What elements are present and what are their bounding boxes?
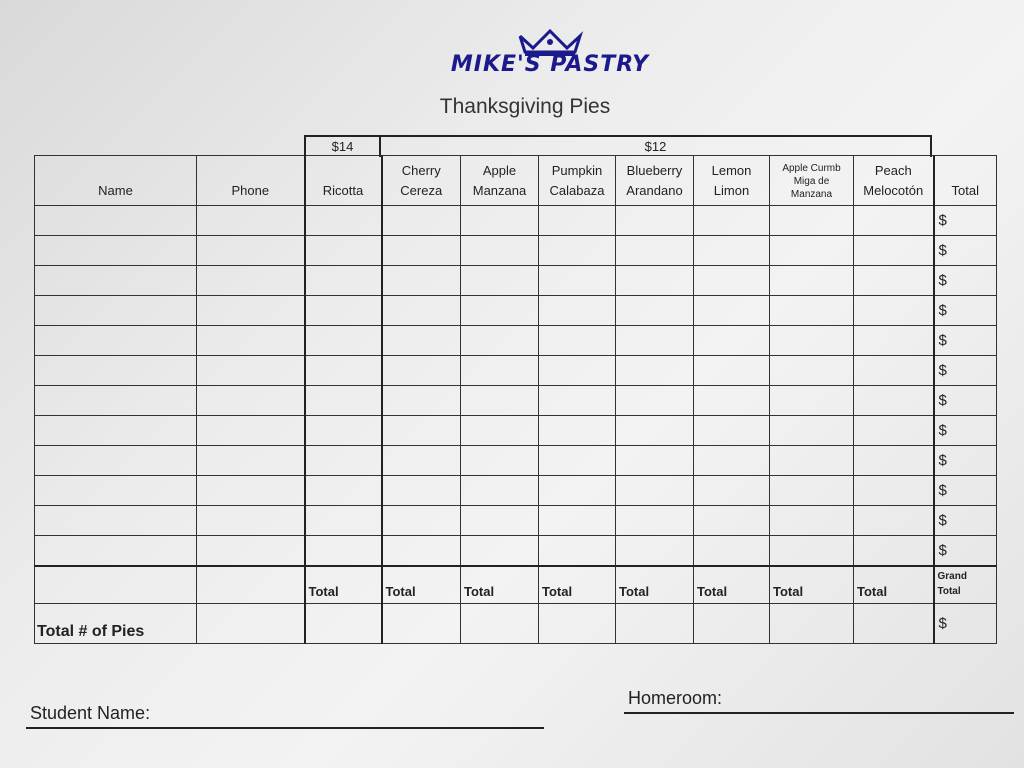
cell-peach[interactable] bbox=[854, 326, 934, 356]
col-blueberry bbox=[616, 156, 694, 206]
cell-phone[interactable] bbox=[197, 476, 305, 506]
cell-apple-crumb[interactable] bbox=[770, 416, 854, 446]
cell-peach[interactable] bbox=[854, 476, 934, 506]
total-blueberry: Total bbox=[616, 566, 694, 604]
cell-blueberry[interactable] bbox=[616, 296, 694, 326]
table-row bbox=[35, 236, 997, 266]
cell-peach[interactable] bbox=[854, 446, 934, 476]
cell-total[interactable]: $ bbox=[934, 416, 997, 446]
cell-pumpkin[interactable] bbox=[539, 296, 616, 326]
cell-cherry[interactable] bbox=[382, 236, 461, 266]
cell-peach[interactable] bbox=[854, 296, 934, 326]
cell-lemon[interactable] bbox=[694, 356, 770, 386]
cell-pumpkin[interactable] bbox=[539, 386, 616, 416]
label-en: Blueberry bbox=[626, 163, 683, 178]
cell-phone[interactable] bbox=[197, 206, 305, 236]
table-row bbox=[35, 536, 997, 566]
pies-blueberry[interactable] bbox=[616, 603, 694, 643]
total-apple: Total bbox=[461, 566, 539, 604]
cell-total[interactable]: $ bbox=[934, 446, 997, 476]
order-body bbox=[35, 206, 997, 566]
col-lemon bbox=[694, 156, 770, 206]
cell-name[interactable] bbox=[35, 506, 197, 536]
table-row bbox=[35, 266, 997, 296]
cell-apple-crumb[interactable] bbox=[770, 326, 854, 356]
col-peach bbox=[854, 156, 934, 206]
cell-cherry[interactable] bbox=[382, 416, 461, 446]
cell-pumpkin[interactable] bbox=[539, 206, 616, 236]
cell-pumpkin[interactable] bbox=[539, 326, 616, 356]
cell-apple-crumb[interactable] bbox=[770, 476, 854, 506]
col-cherry bbox=[382, 156, 461, 206]
cell-lemon[interactable] bbox=[694, 446, 770, 476]
cell-peach[interactable] bbox=[854, 236, 934, 266]
cell-phone[interactable] bbox=[197, 386, 305, 416]
label-en: Peach bbox=[874, 163, 912, 178]
price-ricotta: $14 bbox=[304, 135, 381, 157]
cell-ricotta[interactable] bbox=[305, 236, 382, 266]
cell-total[interactable]: $ bbox=[934, 206, 997, 236]
cell-peach[interactable] bbox=[854, 536, 934, 566]
cell-phone[interactable] bbox=[197, 446, 305, 476]
cell-blueberry[interactable] bbox=[616, 536, 694, 566]
cell-name[interactable] bbox=[35, 476, 197, 506]
table-row bbox=[35, 386, 997, 416]
cell-total[interactable]: $ bbox=[934, 266, 997, 296]
cell-ricotta[interactable] bbox=[305, 206, 382, 236]
total-pies-phone-cell[interactable] bbox=[197, 603, 305, 643]
cell-apple-crumb[interactable] bbox=[770, 206, 854, 236]
homeroom-label: Homeroom: bbox=[628, 688, 723, 708]
student-name-line[interactable] bbox=[26, 727, 544, 729]
total-ricotta: Total bbox=[305, 566, 382, 604]
cell-cherry[interactable] bbox=[382, 506, 461, 536]
cell-blueberry[interactable] bbox=[616, 506, 694, 536]
cell-total[interactable]: $ bbox=[934, 296, 997, 326]
cell-blueberry[interactable] bbox=[616, 266, 694, 296]
cell-apple-crumb[interactable] bbox=[770, 356, 854, 386]
cell-name[interactable] bbox=[35, 356, 197, 386]
order-table bbox=[34, 155, 997, 644]
brand-logo bbox=[440, 28, 660, 88]
cell-phone[interactable] bbox=[197, 506, 305, 536]
cell-cherry[interactable] bbox=[382, 356, 461, 386]
table-row bbox=[35, 506, 997, 536]
cell-pumpkin[interactable] bbox=[539, 416, 616, 446]
cell-apple-crumb[interactable] bbox=[770, 386, 854, 416]
cell-apple-crumb[interactable] bbox=[770, 506, 854, 536]
cell-apple-crumb[interactable] bbox=[770, 536, 854, 566]
table-row bbox=[35, 416, 997, 446]
form-title: Thanksgiving Pies bbox=[439, 95, 611, 118]
col-apple-crumb bbox=[770, 156, 854, 206]
cell-ricotta[interactable] bbox=[305, 296, 382, 326]
cell-cherry[interactable] bbox=[382, 536, 461, 566]
cell-apple-crumb[interactable] bbox=[770, 296, 854, 326]
cell-pumpkin[interactable] bbox=[539, 266, 616, 296]
cell-phone[interactable] bbox=[197, 356, 305, 386]
cell-apple-crumb[interactable] bbox=[770, 236, 854, 266]
cell-ricotta[interactable] bbox=[305, 356, 382, 386]
cell-lemon[interactable] bbox=[694, 506, 770, 536]
cell-total[interactable]: $ bbox=[934, 476, 997, 506]
cell-apple-crumb[interactable] bbox=[770, 266, 854, 296]
cell-pumpkin[interactable] bbox=[539, 536, 616, 566]
cell-peach[interactable] bbox=[854, 416, 934, 446]
cell-cherry[interactable] bbox=[382, 266, 461, 296]
cell-apple[interactable] bbox=[461, 236, 539, 266]
cell-apple[interactable] bbox=[461, 206, 539, 236]
totals-blank-phone bbox=[197, 566, 305, 604]
cell-lemon[interactable] bbox=[694, 326, 770, 356]
total-apple-crumb: Total bbox=[770, 566, 854, 604]
total-peach: Total bbox=[854, 566, 934, 604]
cell-lemon[interactable] bbox=[694, 296, 770, 326]
cell-name[interactable] bbox=[35, 536, 197, 566]
cell-name[interactable] bbox=[35, 266, 197, 296]
pies-peach[interactable] bbox=[854, 603, 934, 643]
cell-apple[interactable] bbox=[461, 326, 539, 356]
cell-lemon[interactable] bbox=[694, 236, 770, 266]
cell-blueberry[interactable] bbox=[616, 416, 694, 446]
totals-blank-name bbox=[35, 566, 197, 604]
cell-total[interactable]: $ bbox=[934, 506, 997, 536]
pies-ricotta[interactable] bbox=[305, 603, 382, 643]
label-es: Arandano bbox=[626, 183, 683, 198]
col-apple bbox=[461, 156, 539, 206]
label-en: Apple Curmb bbox=[782, 163, 841, 174]
cell-total[interactable]: $ bbox=[934, 236, 997, 266]
cell-apple[interactable] bbox=[461, 536, 539, 566]
table-row bbox=[35, 326, 997, 356]
cell-cherry[interactable] bbox=[382, 446, 461, 476]
pies-apple-crumb[interactable] bbox=[770, 603, 854, 643]
cell-ricotta[interactable] bbox=[305, 446, 382, 476]
cell-blueberry[interactable] bbox=[616, 236, 694, 266]
label-en: Apple bbox=[482, 163, 517, 178]
col-ricotta: Ricotta bbox=[305, 156, 382, 206]
price-others: $12 bbox=[379, 135, 932, 157]
cell-lemon[interactable] bbox=[694, 536, 770, 566]
cell-blueberry[interactable] bbox=[616, 356, 694, 386]
cell-apple[interactable] bbox=[461, 296, 539, 326]
total-word: Total bbox=[937, 585, 961, 597]
label-en: Cherry bbox=[401, 163, 441, 178]
cell-peach[interactable] bbox=[854, 506, 934, 536]
total-pies-row bbox=[35, 603, 997, 643]
total-pumpkin: Total bbox=[539, 566, 616, 604]
grand-total-cell[interactable]: $ bbox=[934, 603, 997, 643]
cell-apple[interactable] bbox=[461, 416, 539, 446]
cell-lemon[interactable] bbox=[694, 386, 770, 416]
cell-name[interactable] bbox=[35, 326, 197, 356]
homeroom-line[interactable] bbox=[624, 712, 1014, 714]
cell-phone[interactable] bbox=[197, 326, 305, 356]
pies-apple[interactable] bbox=[461, 603, 539, 643]
total-cherry: Total bbox=[382, 566, 461, 604]
col-phone: Phone bbox=[197, 156, 305, 206]
cell-total[interactable]: $ bbox=[934, 386, 997, 416]
cell-ricotta[interactable] bbox=[305, 506, 382, 536]
cell-apple-crumb[interactable] bbox=[770, 446, 854, 476]
cell-blueberry[interactable] bbox=[616, 476, 694, 506]
label-en: Pumpkin bbox=[551, 163, 603, 178]
table-row bbox=[35, 476, 997, 506]
label-en: Lemon bbox=[711, 163, 752, 178]
cell-phone[interactable] bbox=[197, 296, 305, 326]
brand-name: MIKE'S PASTRY bbox=[450, 52, 650, 77]
cell-pumpkin[interactable] bbox=[539, 356, 616, 386]
label-es: Cereza bbox=[400, 183, 443, 198]
pies-lemon[interactable] bbox=[694, 603, 770, 643]
cell-name[interactable] bbox=[35, 236, 197, 266]
col-name: Name bbox=[35, 156, 197, 206]
cell-lemon[interactable] bbox=[694, 476, 770, 506]
cell-cherry[interactable] bbox=[382, 386, 461, 416]
cell-peach[interactable] bbox=[854, 206, 934, 236]
cell-lemon[interactable] bbox=[694, 206, 770, 236]
cell-apple[interactable] bbox=[461, 266, 539, 296]
cell-lemon[interactable] bbox=[694, 266, 770, 296]
cell-apple[interactable] bbox=[461, 476, 539, 506]
cell-name[interactable] bbox=[35, 206, 197, 236]
cell-peach[interactable] bbox=[854, 356, 934, 386]
table-row bbox=[35, 296, 997, 326]
cell-pumpkin[interactable] bbox=[539, 506, 616, 536]
cell-pumpkin[interactable] bbox=[539, 236, 616, 266]
col-pumpkin bbox=[539, 156, 616, 206]
label-es-1: Miga de bbox=[793, 176, 830, 187]
cell-ricotta[interactable] bbox=[305, 536, 382, 566]
grand-word: Grand bbox=[937, 570, 967, 582]
cell-name[interactable] bbox=[35, 446, 197, 476]
cell-pumpkin[interactable] bbox=[539, 476, 616, 506]
table-row bbox=[35, 356, 997, 386]
cell-total[interactable]: $ bbox=[934, 356, 997, 386]
cell-lemon[interactable] bbox=[694, 416, 770, 446]
cell-pumpkin[interactable] bbox=[539, 446, 616, 476]
cell-ricotta[interactable] bbox=[305, 326, 382, 356]
cell-name[interactable] bbox=[35, 386, 197, 416]
cell-peach[interactable] bbox=[854, 386, 934, 416]
cell-phone[interactable] bbox=[197, 266, 305, 296]
cell-blueberry[interactable] bbox=[616, 326, 694, 356]
pies-cherry[interactable] bbox=[382, 603, 461, 643]
pies-pumpkin[interactable] bbox=[539, 603, 616, 643]
total-pies-label: Total # of Pies bbox=[35, 603, 197, 643]
cell-peach[interactable] bbox=[854, 266, 934, 296]
cell-phone[interactable] bbox=[197, 536, 305, 566]
cell-apple[interactable] bbox=[461, 506, 539, 536]
cell-phone[interactable] bbox=[197, 236, 305, 266]
cell-blueberry[interactable] bbox=[616, 206, 694, 236]
label-es: Melocotón bbox=[863, 183, 924, 198]
label-es-2: Manzana bbox=[790, 189, 833, 200]
label-es: Limon bbox=[713, 183, 750, 198]
label-es: Calabaza bbox=[549, 183, 605, 198]
cell-apple[interactable] bbox=[461, 386, 539, 416]
cell-ricotta[interactable] bbox=[305, 416, 382, 446]
cell-blueberry[interactable] bbox=[616, 446, 694, 476]
cell-ricotta[interactable] bbox=[305, 386, 382, 416]
header-row bbox=[35, 156, 997, 206]
cell-total[interactable]: $ bbox=[934, 326, 997, 356]
cell-cherry[interactable] bbox=[382, 296, 461, 326]
cell-cherry[interactable] bbox=[382, 326, 461, 356]
grand-total-label bbox=[934, 566, 997, 604]
cell-cherry[interactable] bbox=[382, 206, 461, 236]
label-es: Manzana bbox=[472, 183, 527, 198]
cell-apple[interactable] bbox=[461, 446, 539, 476]
cell-name[interactable] bbox=[35, 416, 197, 446]
totals-row bbox=[35, 566, 997, 604]
table-row bbox=[35, 206, 997, 236]
cell-name[interactable] bbox=[35, 296, 197, 326]
cell-cherry[interactable] bbox=[382, 476, 461, 506]
student-name-label: Student Name: bbox=[30, 703, 151, 723]
cell-ricotta[interactable] bbox=[305, 266, 382, 296]
cell-total[interactable]: $ bbox=[934, 536, 997, 566]
cell-phone[interactable] bbox=[197, 416, 305, 446]
col-total: Total bbox=[934, 156, 997, 206]
total-lemon: Total bbox=[694, 566, 770, 604]
cell-ricotta[interactable] bbox=[305, 476, 382, 506]
cell-apple[interactable] bbox=[461, 356, 539, 386]
cell-blueberry[interactable] bbox=[616, 386, 694, 416]
table-row bbox=[35, 446, 997, 476]
